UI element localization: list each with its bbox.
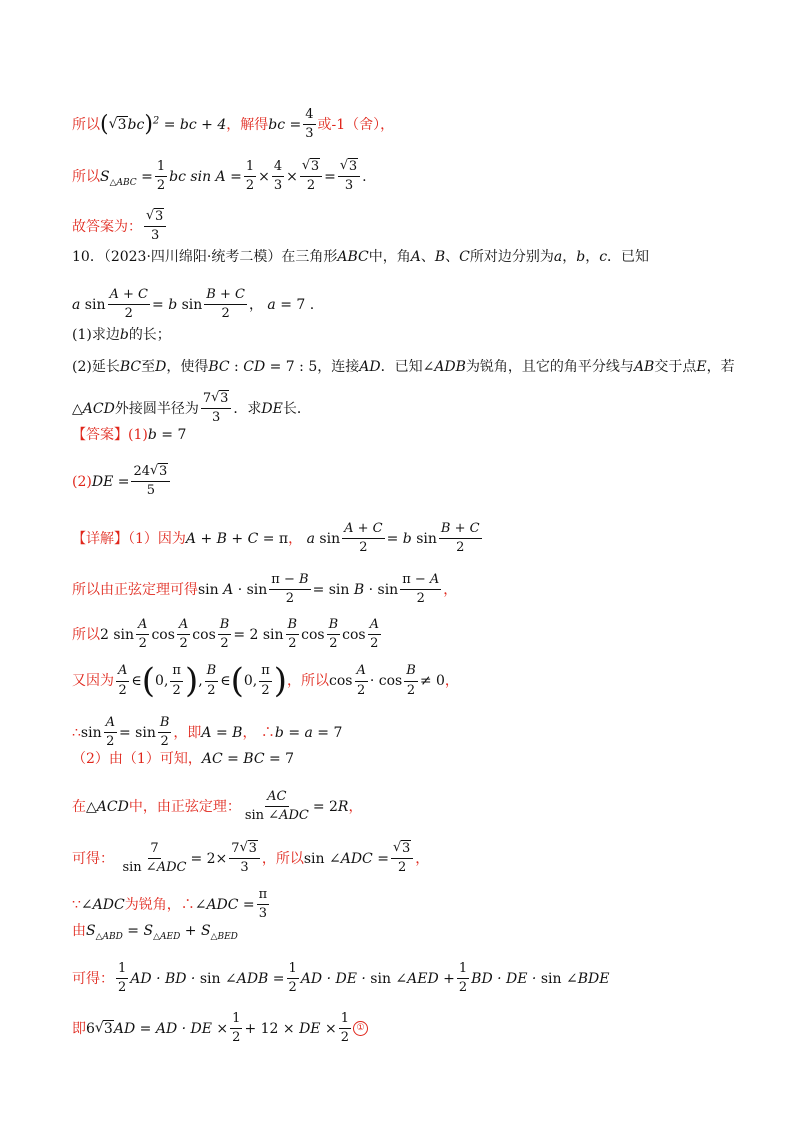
text: ，所以	[261, 850, 304, 867]
text: 至	[141, 359, 156, 375]
text: （2）由（1）可知，	[72, 751, 202, 767]
question-source: （2023·四川绵阳·统考二模）	[103, 249, 282, 265]
detail-9: ∵∠ADC为锐角，∴∠ADC = $\frac{\pi}{3}$	[72, 887, 268, 922]
answer-label: 【答案】	[72, 427, 128, 443]
text: 所对边分别为	[469, 249, 554, 265]
detail-11: 可得： $\frac{1}{2}$ AD · BD · sin ∠ADB = $\frac{1}{2}$ AD · DE · sin ∠AED + $\frac{1}{2}$ BD · DE · sin ∠BDE	[72, 961, 610, 996]
detail-label: 【详解】	[72, 530, 128, 547]
text: 所以	[72, 626, 100, 643]
detail-8: 可得： $\frac{7}{\text{sin ∠ADC}}$ = 2× $\frac{7√ 3}{3}$ ，所以sin ∠ADC = √ $\frac{3}{2}$ ，	[72, 842, 429, 876]
text: ，连接	[317, 359, 360, 375]
text: 在三角形	[281, 249, 338, 265]
text: 即	[72, 1020, 86, 1037]
text: (1)	[128, 427, 148, 443]
question-part-1: (1)求边b的长；	[72, 327, 171, 343]
text: 中，由正弦定理：	[128, 798, 241, 815]
answer-2: (2)DE = $\frac{24√ 3}{5}$	[72, 465, 172, 499]
circled-number: ①	[353, 1021, 368, 1036]
text: 的长；	[128, 327, 171, 343]
question-part-2: (2)延长BC至D，使得BC : CD = 7 : 5，连接AD．已知∠ADB为锐角，且它的角平分线与AB交于点E，若	[72, 359, 735, 375]
question-number: 10．	[72, 249, 104, 265]
text: ∴	[72, 724, 81, 741]
text: 在	[72, 798, 86, 815]
text: 所以	[72, 168, 100, 185]
text: 交于点	[654, 359, 697, 375]
text: ，使得	[166, 359, 209, 375]
text: 可得：	[72, 970, 114, 987]
text: ∵	[72, 896, 81, 913]
detail-5: ∴sin $\frac{A}{2}$ = sin $\frac{B}{2}$ ，即A = B， ∴b = a = 7	[72, 715, 343, 750]
question-10: 10．（2023·四川绵阳·统考二模）在三角形ABC中，角A、B、C所对边分别为a，b，c．已知	[72, 249, 650, 265]
detail-1: 【详解】（1）因为A + B + C = π， a sin $\frac{A + C}{2}$ = b sin $\frac{B + C}{2}$	[72, 521, 480, 556]
text: 所以	[72, 116, 100, 133]
detail-7: 在△ACD中，由正弦定理： $\frac{AC}{\text{sin ∠ADC}}$ = 2R，	[72, 789, 363, 824]
text: (2)	[72, 473, 92, 490]
detail-3: 所以2 sin $\frac{A}{2}$ cos $\frac{A}{2}$ cos $\frac{B}{2}$ = 2 sin $\frac{B}{2}$ cos $\frac{B}{2}$ cos $\frac{A}{2}$	[72, 617, 379, 652]
text: (1)求边	[72, 327, 120, 343]
line-3: 故答案为： √ $\frac{3}{3}$	[72, 210, 168, 244]
detail-6: （2）由（1）可知，AC = BC = 7	[72, 751, 295, 767]
text: 为锐角，且它的角平分线与	[465, 359, 634, 375]
text: ，所以	[287, 673, 330, 689]
text: 中，角	[368, 249, 411, 265]
text: 外接圆半径为	[114, 400, 199, 417]
text: 故答案为：	[72, 218, 142, 235]
detail-2: 所以由正弦定理可得sin A · sin $\frac{\pi - B}{2}$ = sin B · sin $\frac{\pi - A}{2}$ ，	[72, 572, 458, 607]
text: ．已知	[607, 249, 650, 265]
question-part-2-cont: △ACD外接圆半径为 $\frac{7√ 3}{3}$ ．求DE长．	[72, 392, 311, 426]
text: 或-1（舍），	[317, 116, 395, 133]
line-2: 所以$S_{\triangle ABC}$ = $\frac{1}{2}$ bc sin A = $\frac{1}{2}$ × $\frac{4}{3}$ × √ $\frac{3}{2}$ = √ $\frac{3}{3}$ .	[72, 160, 367, 194]
text: 为锐角，∴	[124, 896, 195, 913]
line-1: 所以(√ 3bc)$^2$ = bc + 4，解得bc = $\frac{4}{3}$ 或-1（舍），	[72, 108, 394, 142]
text: 由	[72, 923, 86, 939]
text: 又因为	[72, 673, 114, 689]
detail-10: 由$S_{\triangle ABD} = S_{\triangle AED} + S_{\triangle BED}$	[72, 923, 238, 942]
text: ．求	[233, 400, 262, 417]
text: （1）因为	[128, 530, 186, 547]
detail-4: 又因为 $\frac{A}{2}$ ∈(0, $\frac{\pi}{2}$ ), $\frac{B}{2}$ ∈(0, $\frac{\pi}{2}$ )，所以cos $\frac{A}{2}$ · cos $\frac{B}{2}$ ≠ 0，	[72, 661, 459, 701]
detail-12: 即6√ 3AD = AD · DE × $\frac{1}{2}$ + 12 × DE × $\frac{1}{2}$ ①	[72, 1012, 368, 1046]
question-condition: a sin $\frac{A + C}{2}$ = b sin $\frac{B + C}{2}$ ， a = 7 .	[72, 287, 315, 322]
text: (2)延长	[72, 359, 120, 375]
text: ∴	[260, 724, 275, 741]
text: ，即	[173, 724, 202, 741]
text: ，若	[706, 359, 735, 375]
answer-1: 【答案】(1)b = 7	[72, 427, 187, 443]
text: 可得：	[72, 850, 114, 867]
text: 解得	[240, 116, 269, 133]
text: ．已知	[380, 359, 423, 375]
text: 长．	[282, 400, 311, 417]
text: 所以由正弦定理可得	[72, 581, 198, 598]
